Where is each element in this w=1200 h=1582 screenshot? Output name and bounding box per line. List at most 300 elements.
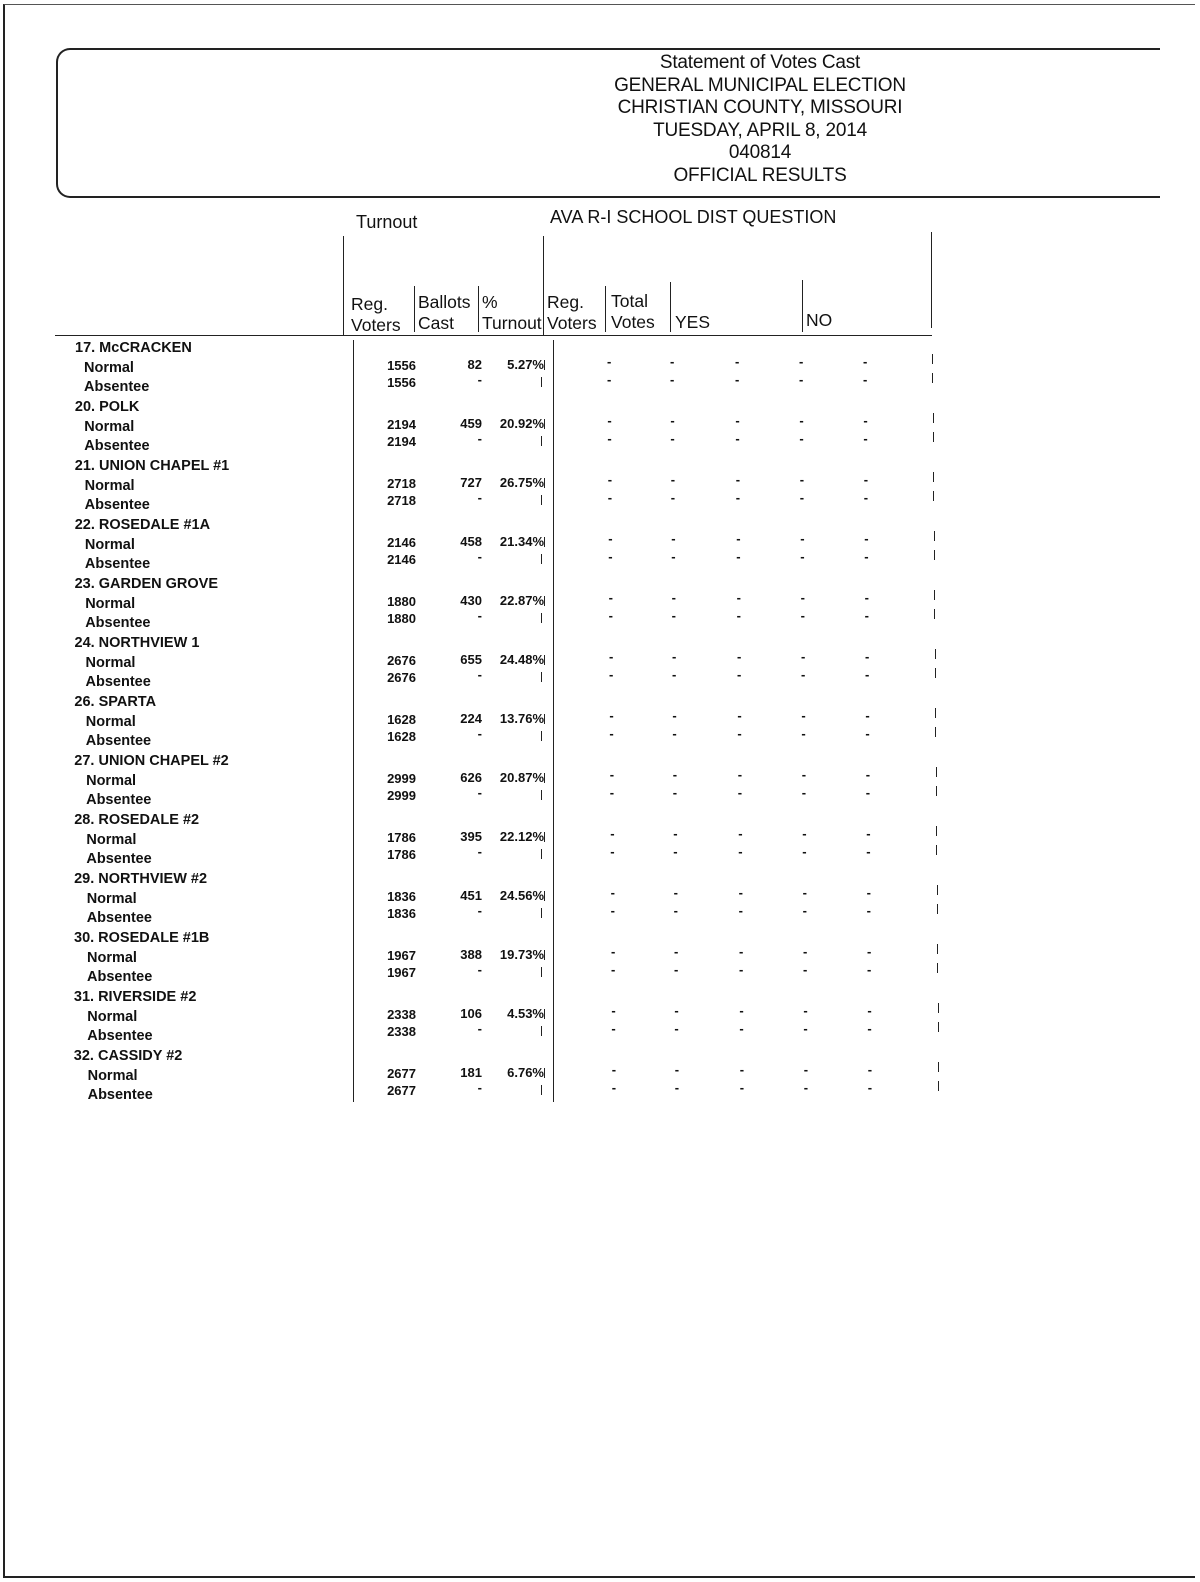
row-type-absentee: Absentee bbox=[85, 733, 152, 749]
absentee-reg-voters: 2194 bbox=[387, 434, 416, 449]
question-empty-value: - bbox=[608, 549, 613, 564]
turnout-section-label: Turnout bbox=[356, 212, 418, 232]
col-question-reg-voters-header: Reg. Voters bbox=[547, 292, 597, 333]
question-empty-value: - bbox=[867, 1021, 872, 1036]
question-group-tick bbox=[933, 491, 934, 501]
question-empty-value: - bbox=[738, 903, 743, 918]
turnout-group-tick bbox=[541, 790, 542, 800]
row-type-normal: Normal bbox=[87, 1009, 138, 1025]
absentee-ballots-cast: - bbox=[477, 431, 482, 446]
question-empty-value: - bbox=[611, 1003, 616, 1018]
turnout-group-tick bbox=[541, 967, 542, 977]
question-empty-value: - bbox=[864, 608, 869, 623]
question-empty-value: - bbox=[607, 372, 612, 387]
precinct-name: 17. McCRACKEN bbox=[75, 340, 192, 356]
row-type-normal: Normal bbox=[84, 537, 135, 553]
absentee-reg-voters: 1967 bbox=[387, 965, 416, 980]
question-empty-value: - bbox=[607, 490, 613, 505]
turnout-group-tick bbox=[541, 377, 542, 387]
question-empty-value: - bbox=[866, 885, 871, 900]
report-title: Statement of Votes Cast bbox=[659, 52, 861, 73]
row-type-normal: Normal bbox=[86, 891, 137, 907]
col-pct-turnout-header: % Turnout bbox=[482, 292, 542, 333]
question-empty-value: - bbox=[671, 549, 676, 564]
precinct-name: 24. NORTHVIEW 1 bbox=[74, 635, 200, 651]
precinct-name: 23. GARDEN GROVE bbox=[74, 576, 219, 592]
question-section-label: AVA R-I SCHOOL DIST QUESTION bbox=[550, 207, 837, 227]
normal-reg-voters: 2676 bbox=[387, 653, 416, 668]
row-type-absentee: Absentee bbox=[84, 438, 150, 454]
question-empty-value: - bbox=[673, 844, 678, 859]
normal-pct-turnout: 21.34% bbox=[499, 534, 544, 549]
normal-ballots-cast: 181 bbox=[460, 1065, 482, 1080]
normal-reg-voters: 2146 bbox=[387, 535, 416, 550]
normal-reg-voters: 2194 bbox=[387, 417, 416, 432]
absentee-ballots-cast: - bbox=[477, 844, 482, 859]
question-empty-value: - bbox=[608, 590, 613, 605]
question-group-tick bbox=[937, 963, 938, 973]
row-type-normal: Normal bbox=[87, 950, 137, 966]
row-type-absentee: Absentee bbox=[86, 792, 152, 808]
question-empty-value: - bbox=[672, 667, 677, 682]
precinct-name: 20. POLK bbox=[74, 399, 140, 415]
question-empty-value: - bbox=[609, 667, 614, 682]
question-empty-value: - bbox=[671, 608, 676, 623]
absentee-ballots-cast: - bbox=[477, 372, 482, 387]
normal-pct-turnout: 5.27% bbox=[507, 357, 544, 372]
question-empty-value: - bbox=[800, 531, 805, 546]
absentee-reg-voters: 2676 bbox=[387, 670, 416, 685]
question-body-right-rule bbox=[553, 340, 554, 1102]
question-empty-value: - bbox=[865, 785, 871, 800]
normal-pct-turnout: 13.76% bbox=[499, 711, 544, 726]
absentee-reg-voters: 1786 bbox=[387, 847, 416, 862]
turnout-group-tick bbox=[544, 714, 545, 724]
question-group-tick bbox=[934, 531, 935, 541]
absentee-reg-voters: 2999 bbox=[387, 788, 416, 803]
question-group-tick bbox=[935, 668, 936, 678]
question-empty-value: - bbox=[670, 372, 675, 387]
question-empty-value: - bbox=[735, 413, 740, 428]
col-rule-yes bbox=[670, 282, 671, 332]
turnout-group-tick bbox=[544, 773, 545, 783]
question-empty-value: - bbox=[863, 490, 869, 505]
header-bottom-rule bbox=[55, 335, 932, 336]
question-empty-value: - bbox=[610, 885, 615, 900]
precinct-name: 30. ROSEDALE #1B bbox=[74, 930, 210, 946]
normal-reg-voters: 1786 bbox=[387, 830, 416, 845]
question-group-tick bbox=[936, 826, 937, 836]
question-empty-value: - bbox=[864, 531, 869, 546]
turnout-group-tick bbox=[544, 891, 545, 901]
question-empty-value: - bbox=[739, 1062, 745, 1077]
absentee-reg-voters: 2338 bbox=[387, 1024, 416, 1039]
question-empty-value: - bbox=[607, 413, 612, 428]
turnout-group-tick bbox=[541, 672, 542, 682]
question-empty-value: - bbox=[802, 903, 807, 918]
absentee-ballots-cast: - bbox=[477, 1021, 482, 1036]
turnout-group-tick bbox=[544, 950, 545, 960]
absentee-ballots-cast: - bbox=[477, 608, 482, 623]
question-empty-value: - bbox=[610, 826, 615, 841]
turnout-group-tick bbox=[541, 613, 542, 623]
question-empty-value: - bbox=[739, 1003, 744, 1018]
question-empty-value: - bbox=[608, 608, 613, 623]
question-group-tick bbox=[936, 845, 937, 855]
question-empty-value: - bbox=[799, 472, 805, 487]
normal-pct-turnout: 4.53% bbox=[507, 1006, 544, 1021]
absentee-reg-voters: 1556 bbox=[387, 375, 416, 390]
question-empty-value: - bbox=[800, 608, 805, 623]
row-type-absentee: Absentee bbox=[87, 969, 153, 985]
question-empty-value: - bbox=[609, 649, 614, 664]
question-empty-value: - bbox=[672, 649, 677, 664]
question-empty-value: - bbox=[799, 372, 804, 387]
col-yes-header: YES bbox=[675, 312, 711, 332]
question-empty-value: - bbox=[801, 649, 806, 664]
question-left-rule bbox=[543, 236, 544, 336]
turnout-group-tick bbox=[544, 360, 545, 370]
question-empty-value: - bbox=[867, 1003, 872, 1018]
question-empty-value: - bbox=[803, 1062, 809, 1077]
precinct-name: 21. UNION CHAPEL #1 bbox=[74, 458, 230, 474]
question-empty-value: - bbox=[674, 1080, 680, 1095]
question-empty-value: - bbox=[735, 372, 740, 387]
normal-ballots-cast: 106 bbox=[460, 1006, 482, 1021]
question-empty-value: - bbox=[863, 413, 868, 428]
question-group-tick bbox=[937, 904, 938, 914]
question-empty-value: - bbox=[865, 708, 870, 723]
body-left-rule bbox=[353, 340, 354, 1102]
row-type-absentee: Absentee bbox=[84, 497, 150, 513]
question-empty-value: - bbox=[803, 1080, 809, 1095]
question-empty-value: - bbox=[611, 944, 616, 959]
question-empty-value: - bbox=[801, 767, 807, 782]
question-empty-value: - bbox=[800, 590, 805, 605]
row-type-normal: Normal bbox=[87, 1068, 138, 1084]
question-empty-value: - bbox=[802, 885, 807, 900]
turnout-group-tick bbox=[544, 655, 545, 665]
report-header bbox=[560, 52, 960, 187]
col-rule-pct bbox=[478, 286, 479, 332]
question-group-tick bbox=[936, 786, 937, 796]
question-empty-value: - bbox=[672, 726, 677, 741]
row-type-absentee: Absentee bbox=[84, 379, 150, 395]
question-empty-value: - bbox=[799, 413, 804, 428]
precinct-name: 28. ROSEDALE #2 bbox=[74, 812, 200, 828]
question-empty-value: - bbox=[803, 1003, 808, 1018]
normal-reg-voters: 2999 bbox=[387, 771, 416, 786]
question-empty-value: - bbox=[611, 1080, 617, 1095]
question-group-tick bbox=[935, 649, 936, 659]
normal-pct-turnout: 20.87% bbox=[499, 770, 544, 785]
question-empty-value: - bbox=[607, 354, 612, 369]
question-group-tick bbox=[938, 1062, 939, 1072]
question-empty-value: - bbox=[672, 785, 678, 800]
row-type-absentee: Absentee bbox=[84, 556, 151, 572]
question-empty-value: - bbox=[672, 767, 678, 782]
question-empty-value: - bbox=[865, 649, 870, 664]
question-empty-value: - bbox=[738, 826, 743, 841]
question-group-tick bbox=[933, 413, 934, 423]
question-empty-value: - bbox=[799, 490, 805, 505]
question-group-tick bbox=[934, 609, 935, 619]
normal-ballots-cast: 395 bbox=[460, 829, 482, 844]
question-group-tick bbox=[938, 1003, 939, 1013]
question-empty-value: - bbox=[803, 944, 808, 959]
absentee-reg-voters: 2146 bbox=[387, 552, 416, 567]
absentee-reg-voters: 2677 bbox=[387, 1083, 416, 1098]
normal-ballots-cast: 430 bbox=[460, 593, 482, 608]
row-type-absentee: Absentee bbox=[86, 910, 152, 926]
question-right-rule bbox=[931, 232, 932, 328]
question-empty-value: - bbox=[609, 785, 615, 800]
turnout-group-tick bbox=[544, 419, 545, 429]
question-empty-value: - bbox=[610, 844, 615, 859]
question-empty-value: - bbox=[739, 962, 744, 977]
row-type-normal: Normal bbox=[84, 360, 134, 376]
absentee-ballots-cast: - bbox=[477, 903, 482, 918]
absentee-reg-voters: 1628 bbox=[387, 729, 416, 744]
question-empty-value: - bbox=[609, 726, 614, 741]
normal-pct-turnout: 22.12% bbox=[499, 829, 544, 844]
question-empty-value: - bbox=[865, 667, 870, 682]
turnout-group-tick bbox=[541, 849, 542, 859]
question-empty-value: - bbox=[611, 962, 616, 977]
question-empty-value: - bbox=[863, 354, 868, 369]
question-empty-value: - bbox=[609, 708, 614, 723]
absentee-reg-voters: 1836 bbox=[387, 906, 416, 921]
normal-ballots-cast: 727 bbox=[460, 475, 482, 490]
question-empty-value: - bbox=[736, 608, 741, 623]
absentee-ballots-cast: - bbox=[477, 490, 482, 505]
absentee-ballots-cast: - bbox=[477, 962, 482, 977]
question-empty-value: - bbox=[673, 885, 678, 900]
normal-ballots-cast: 459 bbox=[460, 416, 482, 431]
normal-ballots-cast: 224 bbox=[460, 711, 482, 726]
absentee-ballots-cast: - bbox=[477, 549, 482, 564]
county-name: CHRISTIAN COUNTY, MISSOURI bbox=[617, 97, 903, 118]
question-empty-value: - bbox=[867, 944, 872, 959]
question-empty-value: - bbox=[671, 590, 676, 605]
question-group-tick bbox=[933, 432, 934, 442]
row-type-normal: Normal bbox=[85, 655, 136, 671]
question-empty-value: - bbox=[735, 472, 741, 487]
row-type-absentee: Absentee bbox=[87, 1087, 153, 1103]
question-empty-value: - bbox=[608, 531, 613, 546]
normal-ballots-cast: 451 bbox=[460, 888, 482, 903]
question-empty-value: - bbox=[737, 785, 743, 800]
question-empty-value: - bbox=[738, 844, 743, 859]
question-group-tick bbox=[936, 767, 937, 777]
col-no-header: NO bbox=[806, 310, 833, 330]
col-total-votes-header: Total Votes bbox=[611, 291, 655, 332]
question-empty-value: - bbox=[803, 962, 808, 977]
question-empty-value: - bbox=[670, 431, 675, 446]
question-group-tick bbox=[932, 373, 933, 383]
absentee-ballots-cast: - bbox=[477, 785, 482, 800]
turnout-group-tick bbox=[541, 731, 542, 741]
normal-reg-voters: 2718 bbox=[387, 476, 416, 491]
row-type-normal: Normal bbox=[86, 832, 137, 848]
question-empty-value: - bbox=[864, 590, 869, 605]
turnout-group-tick bbox=[541, 495, 542, 505]
question-empty-value: - bbox=[739, 1021, 744, 1036]
question-empty-value: - bbox=[670, 490, 676, 505]
normal-pct-turnout: 26.75% bbox=[499, 475, 544, 490]
turnout-group-tick bbox=[541, 554, 542, 564]
question-empty-value: - bbox=[738, 885, 743, 900]
normal-ballots-cast: 458 bbox=[460, 534, 482, 549]
precinct-name: 31. RIVERSIDE #2 bbox=[73, 989, 197, 1005]
question-empty-value: - bbox=[802, 826, 807, 841]
question-empty-value: - bbox=[865, 767, 871, 782]
question-empty-value: - bbox=[799, 431, 804, 446]
results-status: OFFICIAL RESULTS bbox=[673, 164, 847, 186]
precinct-name: 32. CASSIDY #2 bbox=[73, 1048, 183, 1064]
question-empty-value: - bbox=[670, 354, 675, 369]
row-type-absentee: Absentee bbox=[85, 615, 151, 631]
row-type-absentee: Absentee bbox=[87, 1028, 153, 1044]
col-rule-no bbox=[802, 280, 803, 332]
turnout-group-tick bbox=[541, 436, 542, 446]
question-group-tick bbox=[937, 944, 938, 954]
election-date: TUESDAY, APRIL 8, 2014 bbox=[653, 119, 867, 141]
turnout-group-tick bbox=[541, 1026, 542, 1036]
question-empty-value: - bbox=[801, 667, 806, 682]
question-empty-value: - bbox=[736, 590, 741, 605]
turnout-group-tick bbox=[544, 1068, 545, 1078]
question-empty-value: - bbox=[671, 531, 676, 546]
question-empty-value: - bbox=[674, 962, 679, 977]
normal-ballots-cast: 82 bbox=[467, 357, 482, 372]
normal-reg-voters: 1556 bbox=[387, 358, 416, 373]
question-group-tick bbox=[935, 708, 936, 718]
normal-reg-voters: 1967 bbox=[387, 948, 416, 963]
question-empty-value: - bbox=[867, 962, 872, 977]
question-empty-value: - bbox=[609, 767, 615, 782]
question-group-tick bbox=[938, 1022, 939, 1032]
question-empty-value: - bbox=[611, 1062, 617, 1077]
question-empty-value: - bbox=[801, 726, 806, 741]
col-rule-ballots bbox=[414, 286, 415, 332]
col-ballots-cast-header: Ballots Cast bbox=[418, 292, 471, 333]
question-group-tick bbox=[932, 354, 933, 364]
normal-reg-voters: 2338 bbox=[387, 1007, 416, 1022]
precinct-name: 26. SPARTA bbox=[74, 694, 157, 710]
normal-reg-voters: 1628 bbox=[387, 712, 416, 727]
question-empty-value: - bbox=[610, 903, 615, 918]
absentee-ballots-cast: - bbox=[477, 1080, 482, 1095]
turnout-group-tick bbox=[544, 832, 545, 842]
row-type-normal: Normal bbox=[84, 478, 135, 494]
question-empty-value: - bbox=[737, 708, 742, 723]
col-rule-total bbox=[605, 286, 606, 332]
turnout-group-tick bbox=[544, 478, 545, 488]
question-empty-value: - bbox=[863, 372, 868, 387]
question-empty-value: - bbox=[866, 903, 871, 918]
question-empty-value: - bbox=[867, 1080, 873, 1095]
question-empty-value: - bbox=[864, 549, 869, 564]
row-type-absentee: Absentee bbox=[86, 851, 152, 867]
question-empty-value: - bbox=[801, 785, 807, 800]
row-type-normal: Normal bbox=[86, 773, 137, 789]
question-group-tick bbox=[933, 472, 934, 482]
question-empty-value: - bbox=[739, 1080, 745, 1095]
normal-pct-turnout: 24.48% bbox=[499, 652, 544, 667]
question-empty-value: - bbox=[737, 667, 742, 682]
row-type-absentee: Absentee bbox=[85, 674, 151, 690]
question-empty-value: - bbox=[607, 431, 612, 446]
turnout-group-tick bbox=[544, 537, 545, 547]
page-border bbox=[3, 4, 1195, 1578]
question-group-tick bbox=[935, 727, 936, 737]
normal-pct-turnout: 6.76% bbox=[507, 1065, 544, 1080]
normal-pct-turnout: 22.87% bbox=[499, 593, 544, 608]
row-type-normal: Normal bbox=[85, 714, 136, 730]
question-empty-value: - bbox=[739, 944, 744, 959]
question-group-tick bbox=[938, 1081, 939, 1091]
question-empty-value: - bbox=[737, 649, 742, 664]
normal-reg-voters: 1836 bbox=[387, 889, 416, 904]
election-code: 040814 bbox=[728, 142, 792, 163]
normal-pct-turnout: 20.92% bbox=[499, 416, 544, 431]
turnout-left-rule bbox=[343, 236, 344, 336]
normal-ballots-cast: 388 bbox=[460, 947, 482, 962]
absentee-ballots-cast: - bbox=[477, 667, 482, 682]
question-empty-value: - bbox=[670, 413, 675, 428]
question-group-tick bbox=[934, 590, 935, 600]
question-empty-value: - bbox=[736, 531, 741, 546]
question-empty-value: - bbox=[607, 472, 613, 487]
question-empty-value: - bbox=[673, 903, 678, 918]
turnout-group-tick bbox=[544, 596, 545, 606]
normal-pct-turnout: 24.56% bbox=[499, 888, 544, 903]
question-empty-value: - bbox=[735, 490, 741, 505]
row-type-normal: Normal bbox=[85, 596, 136, 612]
question-empty-value: - bbox=[735, 354, 740, 369]
question-empty-value: - bbox=[866, 826, 871, 841]
question-empty-value: - bbox=[865, 726, 870, 741]
normal-reg-voters: 2677 bbox=[387, 1066, 416, 1081]
question-empty-value: - bbox=[863, 472, 869, 487]
turnout-group-tick bbox=[544, 1009, 545, 1019]
absentee-ballots-cast: - bbox=[477, 726, 482, 741]
question-empty-value: - bbox=[674, 1003, 679, 1018]
precinct-name: 27. UNION CHAPEL #2 bbox=[74, 753, 229, 769]
question-empty-value: - bbox=[674, 1062, 680, 1077]
turnout-group-tick bbox=[541, 908, 542, 918]
row-type-normal: Normal bbox=[84, 419, 135, 435]
question-empty-value: - bbox=[670, 472, 676, 487]
absentee-reg-voters: 2718 bbox=[387, 493, 416, 508]
question-empty-value: - bbox=[801, 708, 806, 723]
question-group-tick bbox=[937, 885, 938, 895]
normal-pct-turnout: 19.73% bbox=[499, 947, 544, 962]
question-empty-value: - bbox=[800, 549, 805, 564]
question-empty-value: - bbox=[736, 549, 741, 564]
normal-ballots-cast: 655 bbox=[460, 652, 482, 667]
turnout-group-tick bbox=[541, 1085, 542, 1095]
normal-ballots-cast: 626 bbox=[460, 770, 482, 785]
col-reg-voters-header: Reg. Voters bbox=[351, 294, 401, 335]
normal-reg-voters: 1880 bbox=[387, 594, 416, 609]
question-empty-value: - bbox=[611, 1021, 616, 1036]
question-empty-value: - bbox=[737, 767, 743, 782]
question-empty-value: - bbox=[867, 1062, 873, 1077]
election-name: GENERAL MUNICIPAL ELECTION bbox=[614, 74, 906, 96]
precinct-name: 22. ROSEDALE #1A bbox=[74, 517, 211, 533]
